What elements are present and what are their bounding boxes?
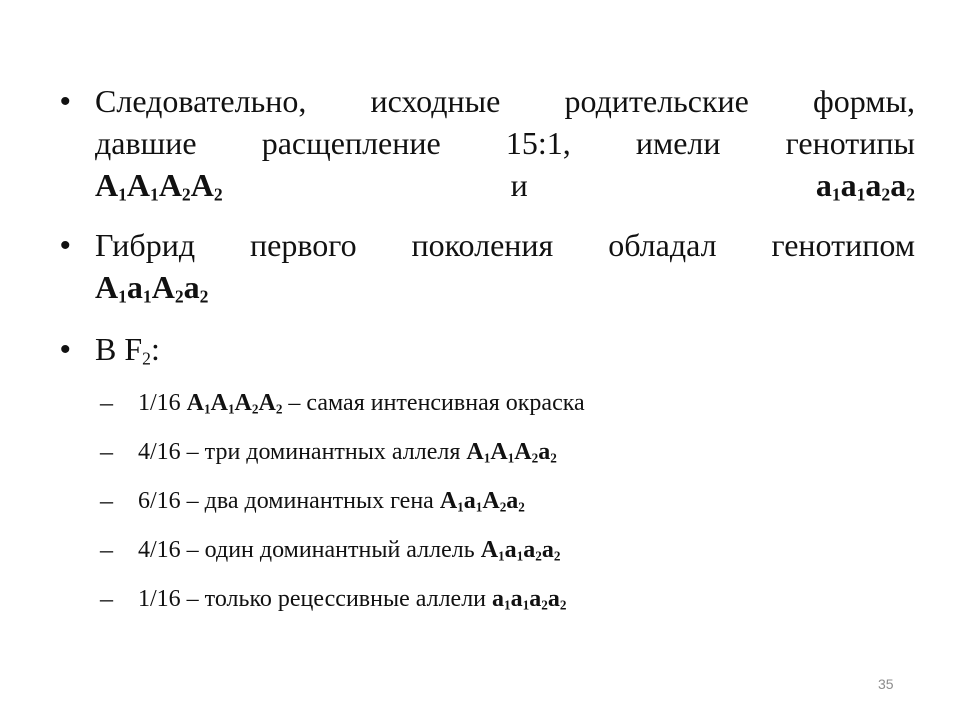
dash-marker: –	[100, 584, 113, 613]
genotype: $a_1a_1a_2a_2$	[492, 586, 567, 613]
genotype: $A_1A_1A_2a_2$	[466, 439, 557, 466]
bullet-marker: •	[60, 85, 71, 118]
dash-marker: –	[100, 437, 113, 466]
bullet-1-line-1: Следовательно, исходные родительские формы,	[95, 83, 915, 119]
dash-marker: –	[100, 486, 113, 515]
bullet-1	[95, 80, 915, 206]
genotype: $A_1a_1A_2a_2$	[439, 488, 525, 515]
bullet-3-line: В $F_2$:	[95, 331, 160, 369]
bullet-1-line-3	[95, 164, 915, 206]
bullet-2-line-2	[95, 266, 915, 308]
genotype: $A_1A_1A_2A_2$	[95, 167, 223, 205]
genotype: $A_1a_1a_2a_2$	[480, 537, 561, 564]
bullet-2-line-1: Гибрид первого поколения обладал генотипом	[95, 227, 915, 263]
sub-item-2: 4/16 – три доминантных аллеля $A_1A_1A_2a_2$	[138, 439, 557, 466]
genotype: $a_1a_1a_2a_2$	[815, 167, 915, 205]
sub-item-4: 4/16 – один доминантный аллель $A_1a_1a_2a_2$	[138, 537, 561, 564]
dash-marker: –	[100, 535, 113, 564]
bullet-2	[95, 224, 915, 308]
bullet-marker: •	[60, 333, 71, 366]
genotype: $A_1A_1A_2A_2$	[186, 390, 283, 417]
sub-item-1: 1/16 $A_1A_1A_2A_2$ – самая интенсивная окраска	[138, 390, 585, 417]
conjunction: и	[222, 167, 816, 203]
dash-marker: –	[100, 388, 113, 417]
sub-item-3: 6/16 – два доминантных гена $A_1a_1A_2a_2$	[138, 488, 525, 515]
bullet-1-line-2: давшие расщепление 15:1, имели генотипы	[95, 125, 915, 161]
genotype: $A_1a_1A_2a_2$	[95, 269, 209, 307]
sub-item-5: 1/16 – только рецессивные аллели $a_1a_1a_2a_2$	[138, 586, 567, 613]
bullet-marker: •	[60, 229, 71, 262]
slide-number: 35	[878, 676, 894, 692]
bullet-3	[95, 328, 915, 370]
